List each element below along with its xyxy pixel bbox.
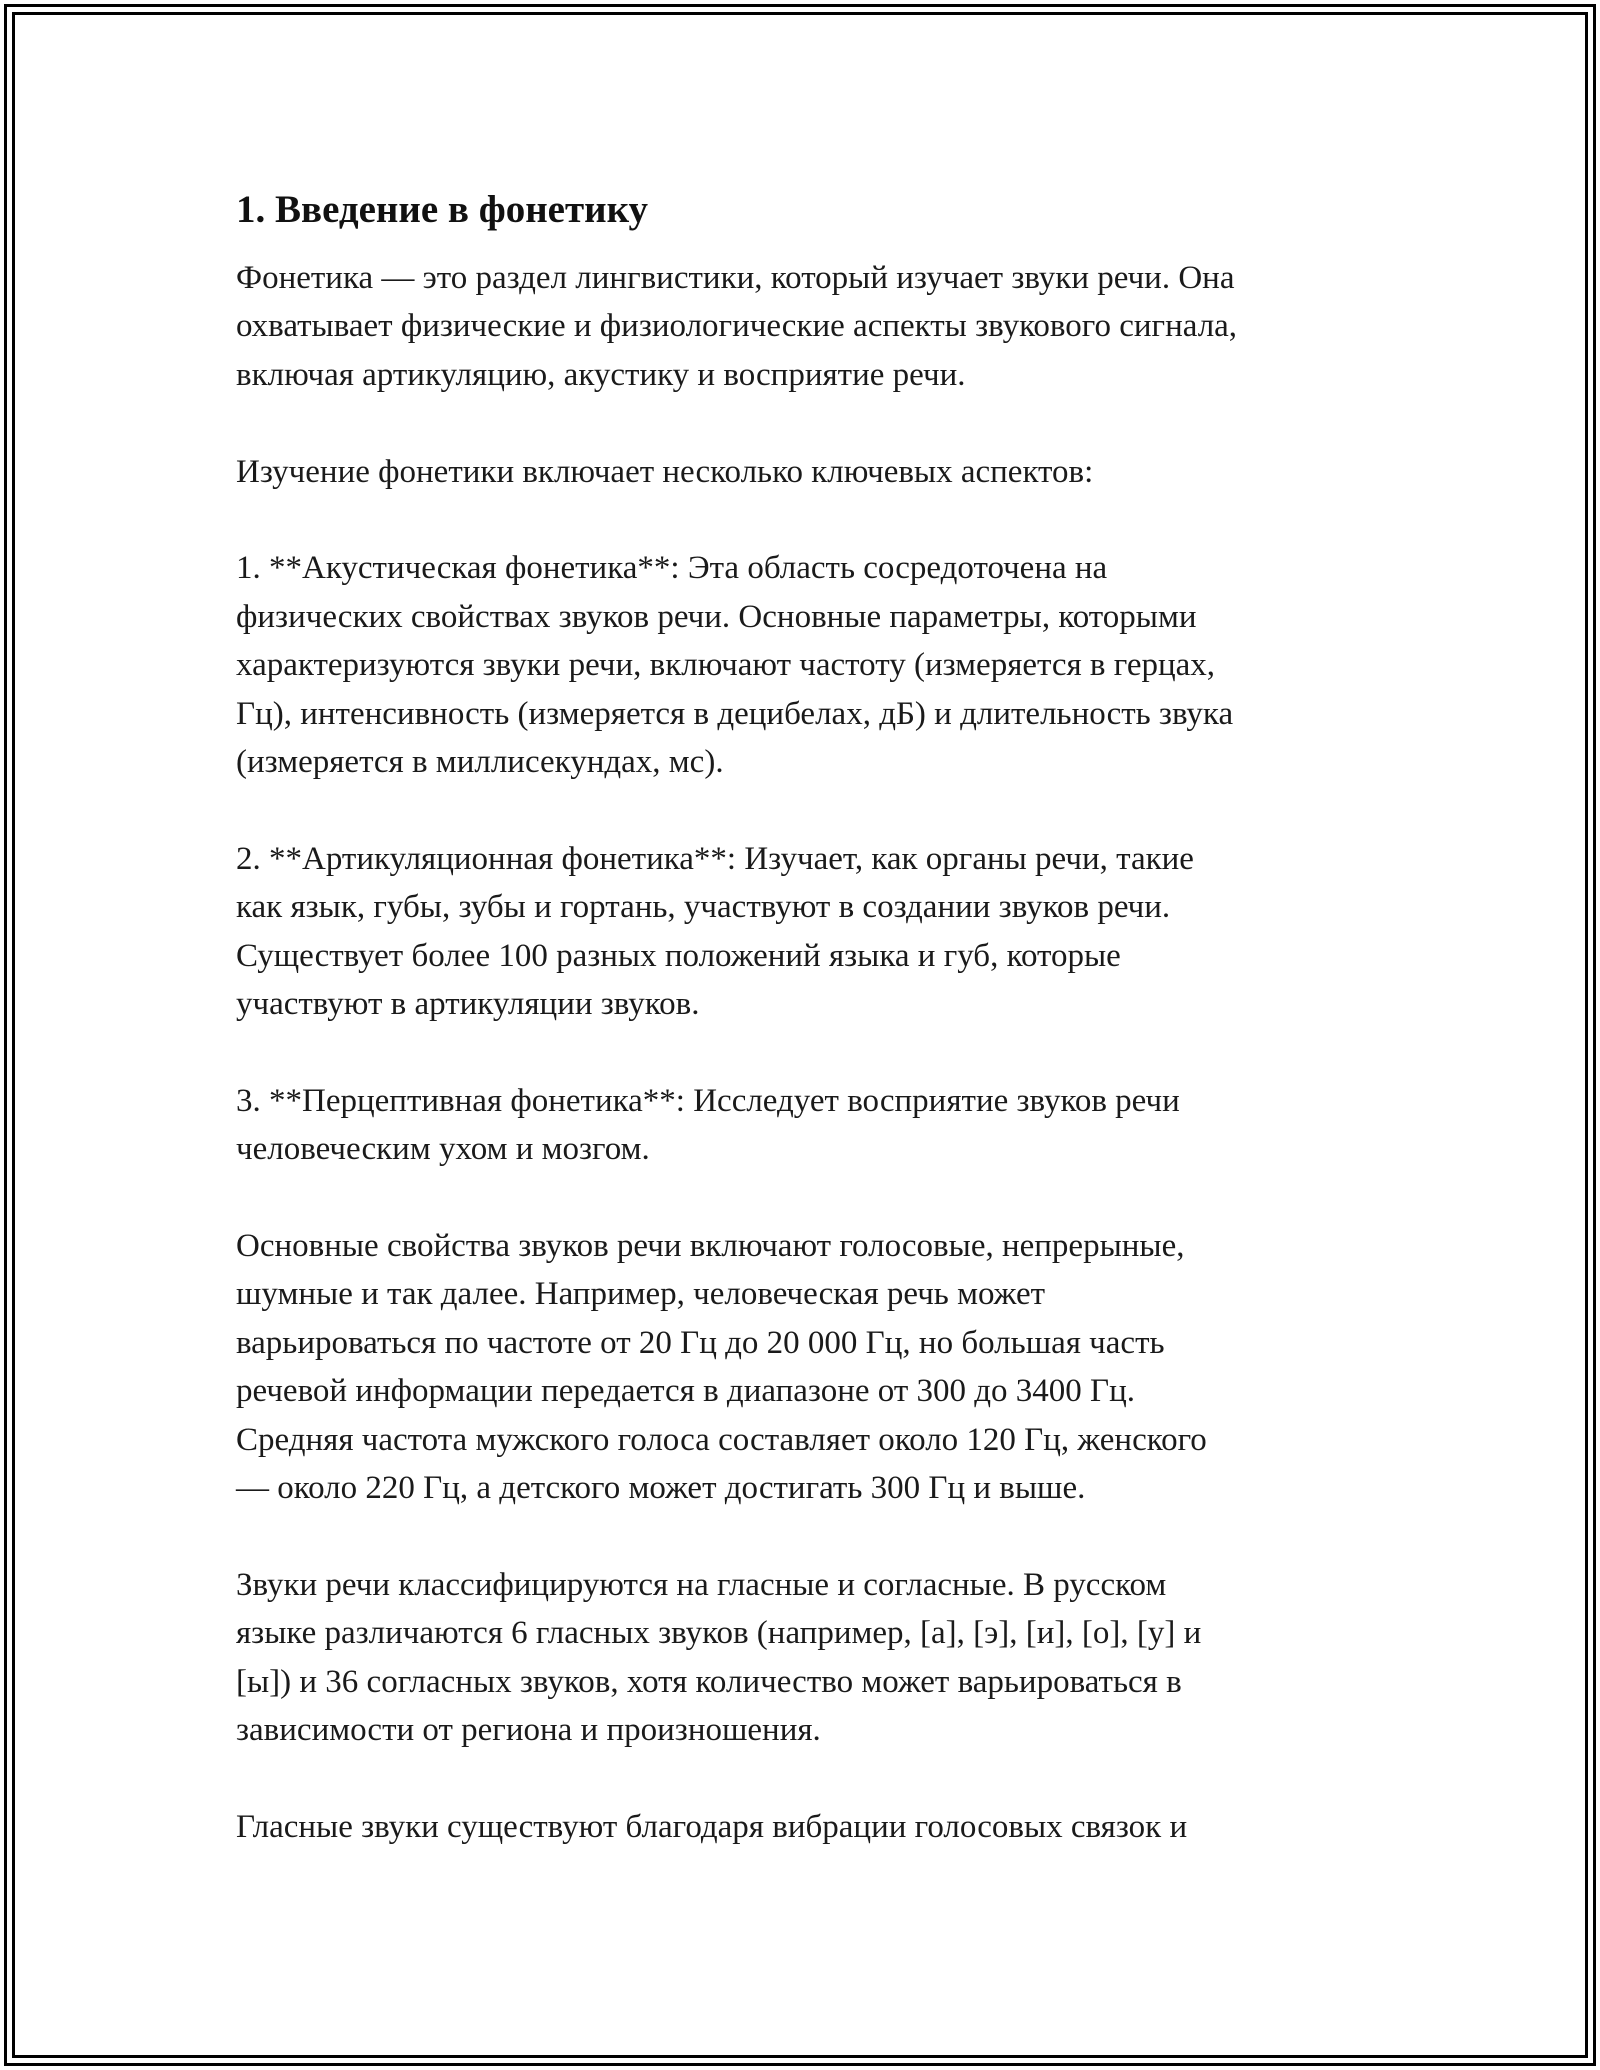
paragraph-aspects-intro: Изучение фонетики включает несколько ключевых аспектов: (236, 453, 1094, 490)
section-heading: 1. Введение в фонетику (236, 188, 649, 231)
document-body (236, 186, 1376, 1851)
paragraph-vowels: Гласные звуки существуют благодаря вибрации голосовых связок и (236, 1808, 1188, 1845)
paragraph-perceptual-phonetics: 3. **Перцептивная фонетика**: Исследует восприятие звуков речи человеческим ухом и мозгом. (236, 1082, 1180, 1168)
paragraph-intro: Фонетика — это раздел лингвистики, который изучает звуки речи. Она охватывает физические и физиологические аспекты звукового сигнала, включая артикуляцию, акустику и восприятие речи. (236, 260, 1238, 393)
paragraph-sound-classification: Звуки речи классифицируются на гласные и согласные. В русском языке различаются 6 гласных звуков (например, [а], [э], [и], [о], [у] и [ы]) и 36 согласных звуков, хотя количество может варьироваться в зависимости от региона и произношения. (236, 1566, 1202, 1749)
paragraph-acoustic-phonetics: 1. **Акустическая фонетика**: Эта область сосредоточена на физических свойствах звуков речи. Основные параметры, которыми характеризуются звуки речи, включают частоту (измеряется в герцах, Гц), интенсивность (измеряется в децибелах, дБ) и длительность звука (измеряется в миллисекундах, мс). (236, 550, 1234, 781)
paragraph-sound-properties: Основные свойства звуков речи включают голосовые, непрерыные, шумные и так далее. Например, человеческая речь может варьироваться по частоте от 20 Гц до 20 000 Гц, но большая часть речевой информации передается в диапазоне от 300 до 3400 Гц. Средняя частота мужского голоса составляет около 120 Гц, женского — около 220 Гц, а детского может достигать 300 Гц и выше. (236, 1228, 1207, 1507)
paragraph-articulatory-phonetics: 2. **Артикуляционная фонетика**: Изучает, как органы речи, такие как язык, губы, зубы и гортань, участвуют в создании звуков речи. Существует более 100 разных положений языка и губ, которые участвуют в артикуляции звуков. (236, 840, 1194, 1023)
